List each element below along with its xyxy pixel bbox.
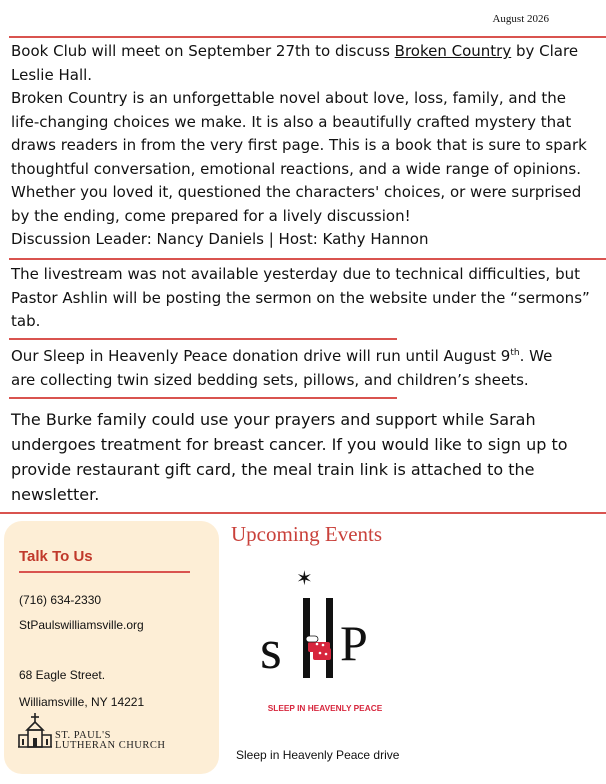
sleep-in-heavenly-peace-logo bbox=[258, 568, 393, 718]
prayer-text: The Burke family could use your prayers and support while Sarah undergoes treatment for breast cancer. If you would like to sign up to provide restaurant gift card, the meal train link is attached to the newsletter. bbox=[11, 410, 568, 504]
logo-star: ✶ bbox=[296, 568, 313, 590]
book-club-description: Broken Country is an unforgettable novel about love, loss, family, and the life-changing choices we make. It is also a beautifully crafted mystery that draws readers in from the very first page. This is a book that is sure to spark thoughtful conversation, emotional reactions, and a wide range of opinions. Whether you loved it, questioned the characters' choices, or were surprised by the ending, come prepared for a lively discussion! bbox=[11, 89, 587, 225]
donation-drive-text: Our Sleep in Heavenly Peace donation drive will run until August 9th. We are collecting twin sized bedding sets, pillows, and children’s sheets. bbox=[11, 347, 553, 389]
church-name-line1: ST. PAUL'S bbox=[55, 730, 111, 741]
divider-4 bbox=[0, 512, 606, 514]
book-club-leader-host: Discussion Leader: Nancy Daniels | Host: Kathy Hannon bbox=[11, 230, 429, 248]
contact-card bbox=[4, 521, 219, 774]
livestream-text: The livestream was not available yesterday due to technical difficulties, but Pastor Ashlin will be posting the sermon on the website under the “sermons” tab. bbox=[11, 265, 590, 330]
divider-2 bbox=[9, 338, 397, 340]
logo-letter-p: P bbox=[340, 615, 368, 671]
book-title-link[interactable]: Broken Country bbox=[394, 42, 512, 60]
contact-website[interactable]: StPaulswilliamsville.org bbox=[19, 618, 144, 632]
church-icon bbox=[18, 713, 52, 749]
church-name-line2: LUTHERAN CHURCH bbox=[55, 740, 166, 751]
prayer-request bbox=[11, 407, 591, 507]
contact-divider bbox=[19, 571, 190, 573]
livestream-announcement bbox=[11, 263, 591, 334]
contact-title: Talk To Us bbox=[19, 548, 93, 565]
newsletter-date: August 2026 bbox=[492, 13, 549, 25]
event-caption: Sleep in Heavenly Peace drive bbox=[236, 748, 400, 762]
contact-city: Williamsville, NY 14221 bbox=[19, 695, 145, 709]
contact-phone[interactable]: (716) 634-2330 bbox=[19, 593, 102, 607]
logo-letter-s: s bbox=[260, 619, 282, 681]
logo-caption: SLEEP IN HEAVENLY PEACE bbox=[267, 703, 383, 713]
book-club-announcement bbox=[11, 40, 591, 252]
donation-drive-announcement bbox=[11, 345, 571, 392]
divider-top bbox=[9, 36, 606, 38]
contact-street: 68 Eagle Street. bbox=[19, 668, 106, 682]
divider-1 bbox=[9, 258, 606, 260]
book-club-intro: Book Club will meet on September 27th to discuss Broken Country by Clare Leslie Hall. bbox=[11, 42, 579, 84]
upcoming-events-heading: Upcoming Events bbox=[231, 522, 383, 546]
divider-3 bbox=[9, 397, 397, 399]
